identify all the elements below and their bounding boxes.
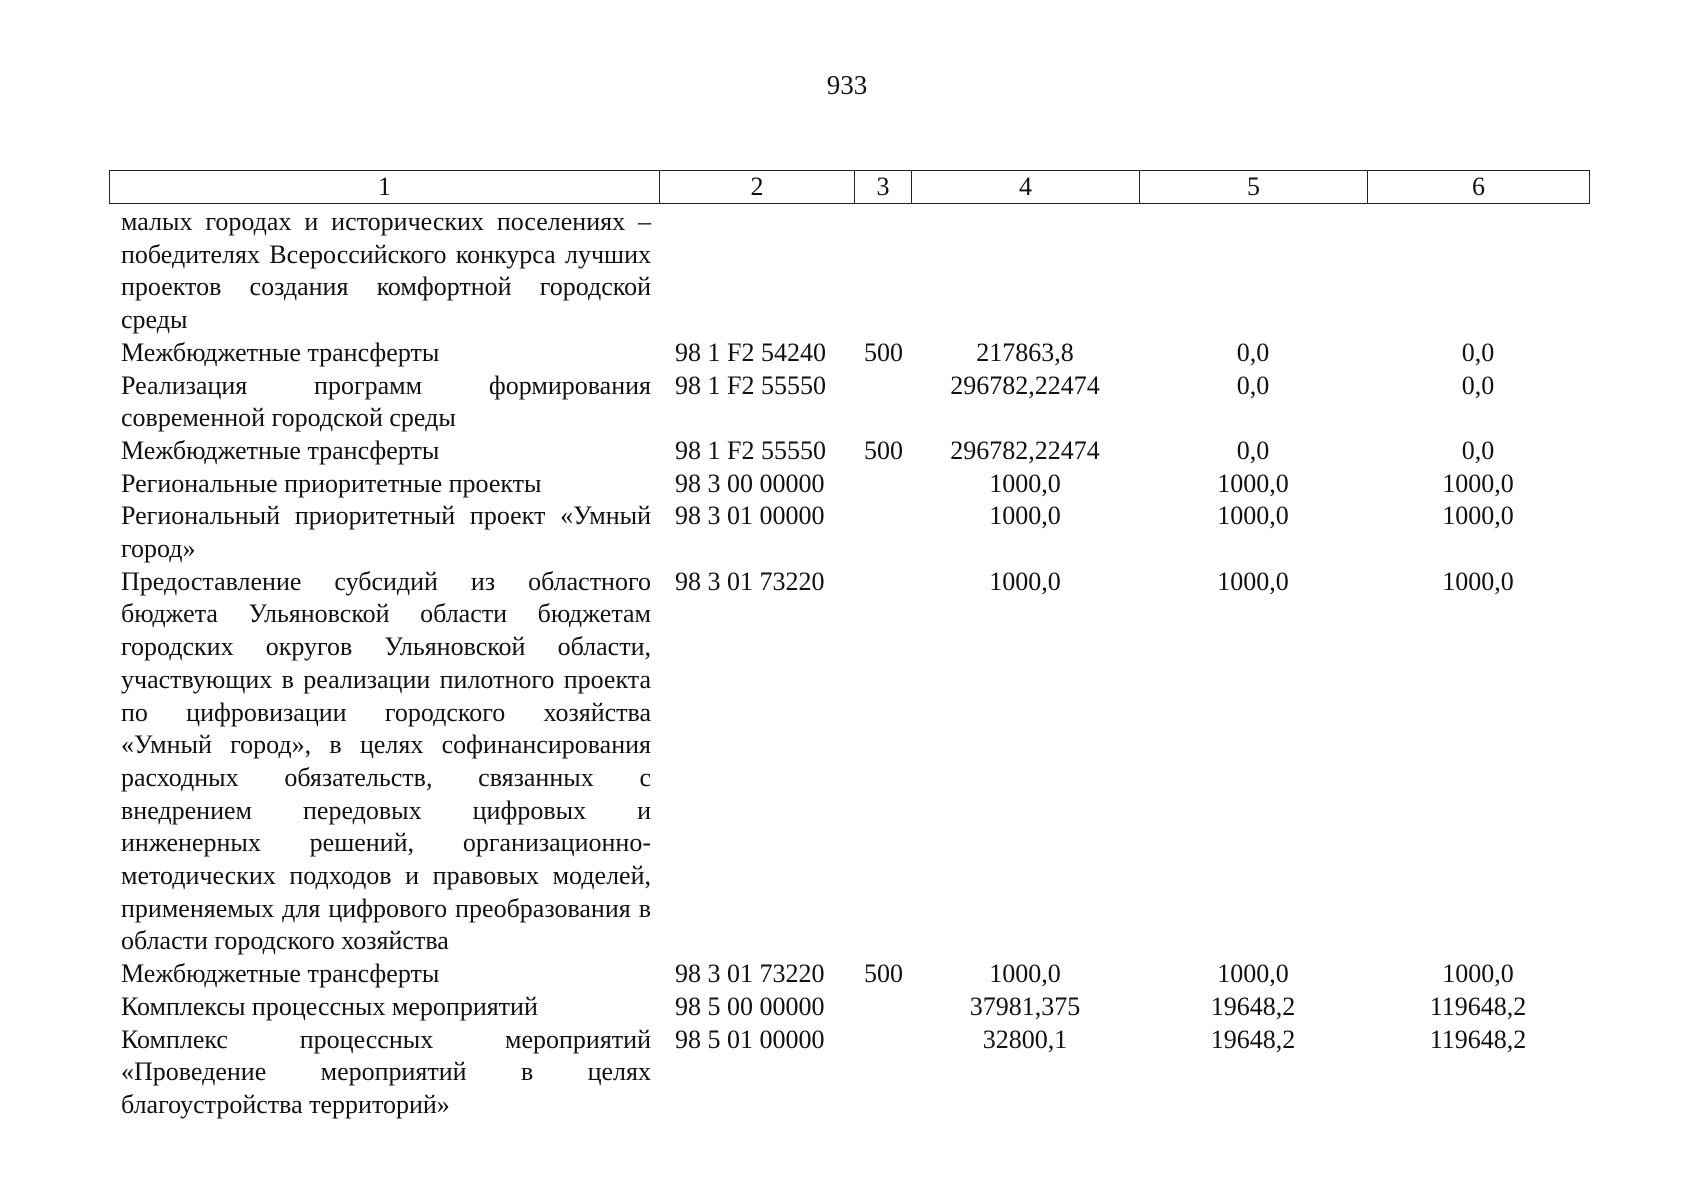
row-value-4: 1000,0 bbox=[989, 468, 1061, 498]
row-name: Межбюджетные трансферты bbox=[121, 337, 440, 367]
row-code: 98 5 00 00000 bbox=[675, 991, 825, 1021]
row-expense-type bbox=[854, 1024, 911, 1122]
row-expense-type: 500 bbox=[864, 435, 903, 465]
row-expense-type bbox=[854, 991, 911, 1024]
table-row bbox=[109, 1024, 1589, 1122]
row-code: 98 1 F2 55550 bbox=[675, 370, 826, 400]
row-value-6: 119648,2 bbox=[1429, 991, 1527, 1021]
row-value-6: 0,0 bbox=[1461, 435, 1495, 465]
row-expense-type bbox=[854, 206, 911, 337]
row-name: Комплексы процессных мероприятий bbox=[121, 991, 538, 1021]
row-name: Реализация программ формирования современной городской среды bbox=[121, 370, 651, 433]
row-expense-type bbox=[854, 468, 911, 501]
row-value-4: 1000,0 bbox=[989, 501, 1061, 531]
row-code: 98 1 F2 54240 bbox=[675, 337, 826, 367]
row-value-6: 1000,0 bbox=[1442, 959, 1514, 989]
row-code: 98 3 01 73220 bbox=[675, 959, 825, 989]
row-value-4: 1000,0 bbox=[989, 959, 1061, 989]
row-value-6: 0,0 bbox=[1461, 370, 1495, 400]
row-expense-type: 500 bbox=[864, 337, 903, 367]
row-code bbox=[659, 206, 854, 337]
table-row bbox=[109, 337, 1589, 370]
row-value-4: 32800,1 bbox=[982, 1024, 1068, 1054]
row-value-4 bbox=[911, 206, 1139, 337]
row-code: 98 3 01 00000 bbox=[675, 501, 825, 531]
row-value-6: 1000,0 bbox=[1442, 468, 1514, 498]
table-row bbox=[109, 206, 1589, 337]
row-value-5: 1000,0 bbox=[1217, 959, 1289, 989]
row-name: Комплекс процессных мероприятий «Проведение мероприятий в целях благоустройства территорий» bbox=[121, 1024, 651, 1119]
header-col-1: 1 bbox=[110, 171, 660, 204]
row-value-5: 1000,0 bbox=[1217, 468, 1289, 498]
row-value-4: 217863,8 bbox=[976, 337, 1074, 367]
row-value-4: 37981,375 bbox=[969, 991, 1081, 1021]
header-col-4: 4 bbox=[912, 171, 1140, 204]
row-code: 98 1 F2 55550 bbox=[675, 435, 826, 465]
row-value-6: 1000,0 bbox=[1442, 501, 1514, 531]
page-number: 933 bbox=[826, 70, 868, 100]
row-code: 98 3 01 73220 bbox=[675, 566, 825, 596]
row-name: Межбюджетные трансферты bbox=[121, 435, 440, 465]
table-row bbox=[109, 991, 1589, 1024]
row-code: 98 3 00 00000 bbox=[675, 468, 825, 498]
row-expense-type bbox=[854, 370, 911, 435]
row-value-4: 296782,22474 bbox=[950, 370, 1100, 400]
row-name: Межбюджетные трансферты bbox=[121, 959, 440, 989]
row-name: Региональный приоритетный проект «Умный город» bbox=[121, 501, 651, 564]
row-value-5: 1000,0 bbox=[1217, 501, 1289, 531]
row-value-5: 0,0 bbox=[1236, 337, 1270, 367]
row-value-5 bbox=[1139, 206, 1367, 337]
table-row bbox=[109, 370, 1589, 435]
row-expense-type: 500 bbox=[864, 959, 903, 989]
row-name: Предоставление субсидий из областного бюджета Ульяновской области бюджетам городских округов Ульяновской области, участвующих в реализации пилотного проекта по цифровизации городского хозяйства «Умный город», в целях софинансирования расходных обязательств, связанных с внедрением передовых цифровых и инженерных решений, организационно-методических подходов и правовых моделей, применяемых для цифрового преобразования в области городского хозяйства bbox=[121, 566, 651, 956]
table-row bbox=[109, 566, 1589, 958]
row-expense-type bbox=[854, 566, 911, 958]
row-value-5: 0,0 bbox=[1236, 435, 1270, 465]
row-name: малых городах и исторических поселениях – победителях Всероссийского конкурса лучших проектов создания комфортной городской среды bbox=[121, 207, 651, 335]
row-value-5: 19648,2 bbox=[1210, 1024, 1296, 1054]
row-value-4: 1000,0 bbox=[989, 566, 1061, 596]
row-value-6 bbox=[1367, 206, 1589, 337]
row-value-5: 1000,0 bbox=[1217, 566, 1289, 596]
column-number-header bbox=[109, 170, 1590, 204]
row-value-5: 0,0 bbox=[1236, 370, 1270, 400]
header-col-3: 3 bbox=[855, 171, 912, 204]
table-row bbox=[109, 958, 1589, 991]
table-row bbox=[109, 468, 1589, 501]
row-code: 98 5 01 00000 bbox=[675, 1024, 825, 1054]
row-expense-type bbox=[854, 500, 911, 565]
row-name: Региональные приоритетные проекты bbox=[121, 468, 542, 498]
header-col-5: 5 bbox=[1140, 171, 1368, 204]
row-value-6: 1000,0 bbox=[1442, 566, 1514, 596]
row-value-5: 19648,2 bbox=[1210, 991, 1296, 1021]
row-value-6: 119648,2 bbox=[1429, 1024, 1527, 1054]
row-value-6: 0,0 bbox=[1461, 337, 1495, 367]
row-value-4: 296782,22474 bbox=[950, 435, 1100, 465]
header-row bbox=[110, 171, 1590, 204]
header-col-6: 6 bbox=[1368, 171, 1590, 204]
budget-table bbox=[109, 206, 1589, 1122]
table-row bbox=[109, 500, 1589, 565]
table-row bbox=[109, 435, 1589, 468]
header-col-2: 2 bbox=[660, 171, 855, 204]
